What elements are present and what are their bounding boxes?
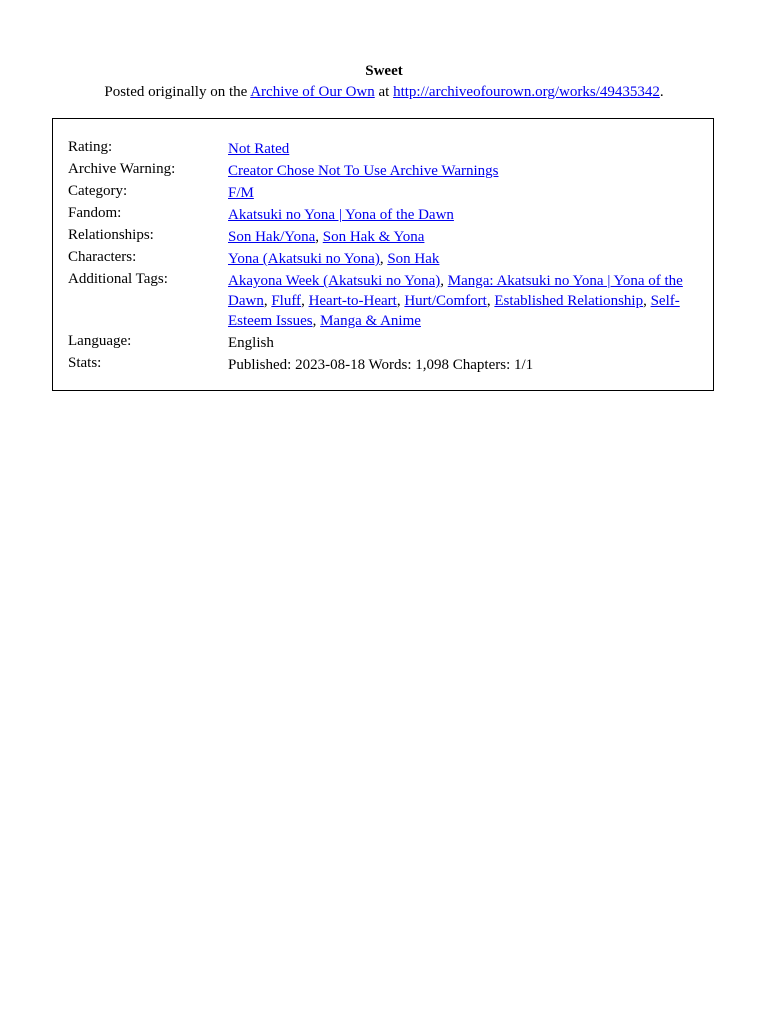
stats-label: Stats: [68, 355, 102, 371]
tag-separator: , [440, 273, 448, 289]
meta-row-category [68, 181, 704, 203]
warning-tags [228, 159, 704, 181]
posted-line [0, 82, 768, 102]
tag-link[interactable]: Akayona Week (Akatsuki no Yona) [228, 273, 441, 289]
tag-link[interactable]: Not Rated [228, 141, 290, 157]
additional-tags-label: Additional Tags: [68, 271, 168, 287]
meta-row-warning [68, 159, 704, 181]
tag-link[interactable]: Established Relationship [494, 293, 644, 309]
tag-link[interactable]: F/M [228, 185, 254, 201]
tag-link[interactable]: Creator Chose Not To Use Archive Warnings [228, 163, 499, 179]
fandom-label: Fandom: [68, 205, 122, 221]
tag-link[interactable]: Fluff [271, 293, 302, 309]
tag-separator: , [396, 293, 405, 309]
tag-separator: , [315, 229, 323, 245]
archive-link[interactable]: Archive of Our Own [250, 84, 375, 100]
tag-link[interactable]: Manga & Anime [320, 313, 421, 329]
posted-middle: at [374, 84, 394, 100]
meta-row-relationships [68, 225, 704, 247]
category-label: Category: [68, 183, 128, 199]
tag-separator: , [643, 293, 651, 309]
tag-link[interactable]: Heart-to-Heart [308, 293, 397, 309]
meta-row-language [68, 331, 704, 353]
tag-separator: , [263, 293, 272, 309]
stats-value: Published: 2023-08-18 Words: 1,098 Chapters: 1/1 [228, 357, 534, 373]
tag-link[interactable]: Hurt/Comfort [404, 293, 487, 309]
work-url-link[interactable]: http://archiveofourown.org/works/49435342 [393, 84, 660, 100]
tag-separator: , [486, 293, 495, 309]
tag-separator: , [312, 313, 321, 329]
work-header [0, 61, 768, 102]
language-value: English [228, 335, 274, 351]
tag-separator: , [301, 293, 309, 309]
meta-table [68, 137, 704, 375]
characters-tags [228, 247, 704, 269]
fandom-tags [228, 203, 704, 225]
rating-label: Rating: [68, 139, 113, 155]
tag-link[interactable]: Son Hak/Yona [228, 229, 316, 245]
tag-link[interactable]: Self-Esteem Issues [228, 293, 680, 329]
tag-separator: , [379, 251, 388, 267]
posted-suffix: . [659, 84, 664, 100]
relationships-tags [228, 225, 704, 247]
category-tags [228, 181, 704, 203]
tag-link[interactable]: Son Hak [387, 251, 440, 267]
meta-row-fandom [68, 203, 704, 225]
language-label: Language: [68, 333, 132, 349]
meta-row-characters [68, 247, 704, 269]
tag-link[interactable]: Manga: Akatsuki no Yona | Yona of the Dawn [228, 273, 683, 309]
meta-row-rating [68, 137, 704, 159]
work-title: Sweet [365, 63, 403, 79]
meta-box [52, 118, 714, 391]
relationships-label: Relationships: [68, 227, 154, 243]
tag-link[interactable]: Son Hak & Yona [322, 229, 425, 245]
meta-row-stats [68, 353, 704, 375]
rating-tags [228, 137, 704, 159]
meta-row-additional-tags [68, 269, 704, 331]
characters-label: Characters: [68, 249, 137, 265]
additional-tags-tags [228, 269, 704, 331]
tag-link[interactable]: Yona (Akatsuki no Yona) [228, 251, 380, 267]
warning-label: Archive Warning: [68, 161, 176, 177]
posted-prefix: Posted originally on the [104, 84, 251, 100]
tag-link[interactable]: Akatsuki no Yona | Yona of the Dawn [228, 207, 454, 223]
